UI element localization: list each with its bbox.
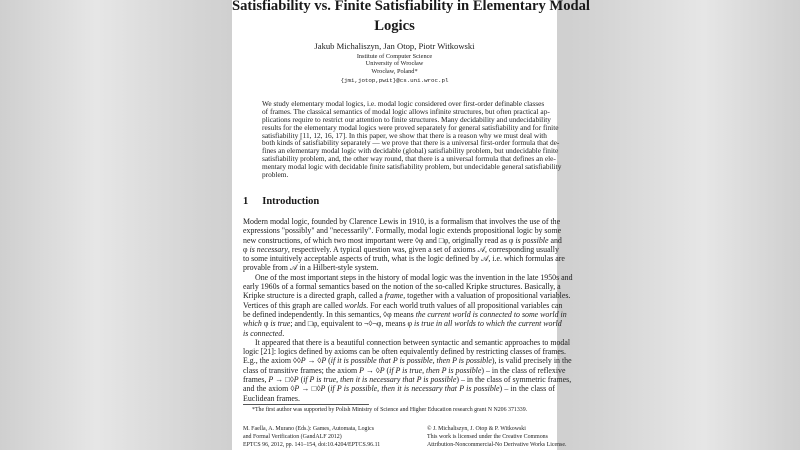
text-line: logic [21]: logics defined by axioms can be often equivalently defined by restricting classes of frames. [243,347,566,357]
text-line: Kripke structure is a directed graph, called a frame, together with a valuation of propositional variables. [243,291,571,301]
italic-text: the current world is connected to some world in [415,309,567,319]
title-line: Satisfiability vs. Finite Satisfiability in Elementary Modal [232,0,590,14]
text-line: early 1960s of a formal semantics based on the notion of the so-called Kripke structures. Basically, a [243,282,561,292]
license-info [427,426,566,450]
text-line: of frames. The classical semantics of modal logic allows infinite structures, but often practical ap- [262,106,550,116]
text-line: problem. [262,170,289,180]
text-line: fines an elementary modal logic with decidable (global) satisfiability problem, but undecidable finite [262,146,559,156]
introduction-body [243,217,573,403]
citation-info [243,426,380,450]
title-line: Logics [374,18,415,34]
affiliation-line: University of Wrocław [365,60,424,68]
italic-text: if it is possible that P is possible, then P is possible [330,356,492,366]
paper-title [232,0,590,36]
italic-text: frame [384,291,404,301]
text-line: both kinds of satisfiability separately — we prove that there is a universal first-order formula that de- [262,138,560,148]
text-line: φ is necessary, respectively. A typical question was, given a set of axioms 𝒜, corresponding usually [243,244,559,254]
affiliation-line: Institute of Computer Science [356,53,433,60]
italic-text: which [243,319,262,329]
italic-text: if P is true, then it is necessary that P is possible [303,375,457,385]
text-line: Modern modal logic, founded by Clarence Lewis in 1910, is a formalism that involves the use of the [243,217,561,226]
italic-text: is true in all worlds to which the current world [414,319,562,329]
text-line: E.g., the axiom ◊◊P → ◊P (if it is possible that P is possible, then P is possible), is valid precisely in the [243,356,572,366]
text-line: Euclidean frames. [243,393,300,403]
affiliation [232,53,557,75]
text-line: be defined independently. In this semantics, ◊φ means the current world is connected to some world in [243,309,567,319]
section-heading [243,196,319,208]
italic-text: is necessary [249,244,288,254]
italic-text: is connected [243,328,283,338]
italic-text: is possible [515,235,549,245]
text-line: and the axiom ◊P → □◊P (if P is possible, then it is necessary that P is possible) – in the class of [243,384,555,394]
author-email: {jmi,jotop,pwit}@cs.uni.wroc.pl [340,77,449,84]
text-line: which φ is true; and □φ, equivalent to ¬◊¬φ, means φ is true in all worlds to which the current world [243,319,562,329]
text-line: to some intuitively acceptable aspects of truth, what is the logic defined by 𝒜, i.e. which formulas are [243,254,565,264]
text-line: frames, P → □◊P (if P is true, then it is necessary that P is possible) – in the class of symmetric frames, [243,375,572,385]
license-line: © J. Michaliszyn, J. Otop & P. Witkowski [427,426,526,432]
text-line: One of the most important steps in the history of modal logic was the invention in the late 1950s and [255,272,573,282]
text-line: results for the elementary modal logics were proved separately for general satisfiability and for finite [262,122,559,132]
footnote-rule [243,404,369,405]
italic-text: worlds [344,300,367,310]
license-line: This work is licensed under the Creative Commons [427,433,548,440]
affiliation-line: Wrocław, Poland* [371,67,418,75]
paper-page [232,0,590,450]
authors: Jakub Michaliszyn, Jan Otop, Piotr Witkowski [314,41,475,51]
text-line: We study elementary modal logics, i.e. modal logic considered over first-order definable classes [262,99,545,108]
citation-line: M. Faella, A. Murano (Eds.): Games, Automata, Logics [243,426,375,432]
italic-text: is true [270,319,291,329]
abstract [262,99,562,180]
italic-text: if P is true, then P is possible [389,365,482,375]
text-line: class of transitive frames; the axiom P → ◊P (if P is true, then P is possible) – in the class of reflexive [243,365,566,375]
italic-text: P [300,356,306,366]
text-line: expressions "possibly" and "necessarily". Formally, modal logic extends propositional logic by some [243,226,562,236]
section-number: 1 [243,196,249,207]
text-line: Vertices of this graph are called worlds. For each world truth values of all propositional variables can [243,300,563,310]
text-line: satisfiability [11, 12, 16, 17]. In this paper, we show that there is a reason why we must deal with [262,130,547,140]
italic-text: P [379,365,385,375]
text-line: new constructions, of which two most important were ◊φ and □φ, originally read as φ is possible and [243,235,562,245]
italic-text: P [268,375,274,385]
italic-text: P [294,384,300,394]
text-line: is connected. [243,328,285,338]
license-line: Attribution-Noncommercial-No Derivative Works License. [427,441,567,448]
section-title: Introduction [262,196,320,207]
text-line: plications require to restrict our attention to finite structures. Many decidability and undecidability [262,114,551,124]
italic-text: P [321,356,327,366]
italic-text: if P is possible, then it is necessary that P is possible [330,384,500,394]
citation-line: EPTCS 96, 2012, pp. 141–154, doi:10.4204/EPTCS.96.11 [243,441,381,448]
italic-text: P [320,384,326,394]
footnote: *The first author was supported by Polish Ministry of Science and Higher Education research grant N N206 371339. [252,407,528,413]
text-line: satisfiability problem, and, the other way round, that there is a universal formula that defines an ele- [262,154,556,164]
text-line: mentary modal logic with decidable finite satisfiability problem, but undecidable general satisfiability [262,162,562,172]
text-line: provable from 𝒜 in a Hilbert-style system. [243,263,379,273]
italic-text: P [293,375,299,385]
italic-text: P [359,365,364,375]
citation-line: and Formal Verification (GandALF 2012) [243,433,342,440]
text-line: It appeared that there is a beautiful connection between syntactic and semantic approaches to modal [255,337,571,347]
